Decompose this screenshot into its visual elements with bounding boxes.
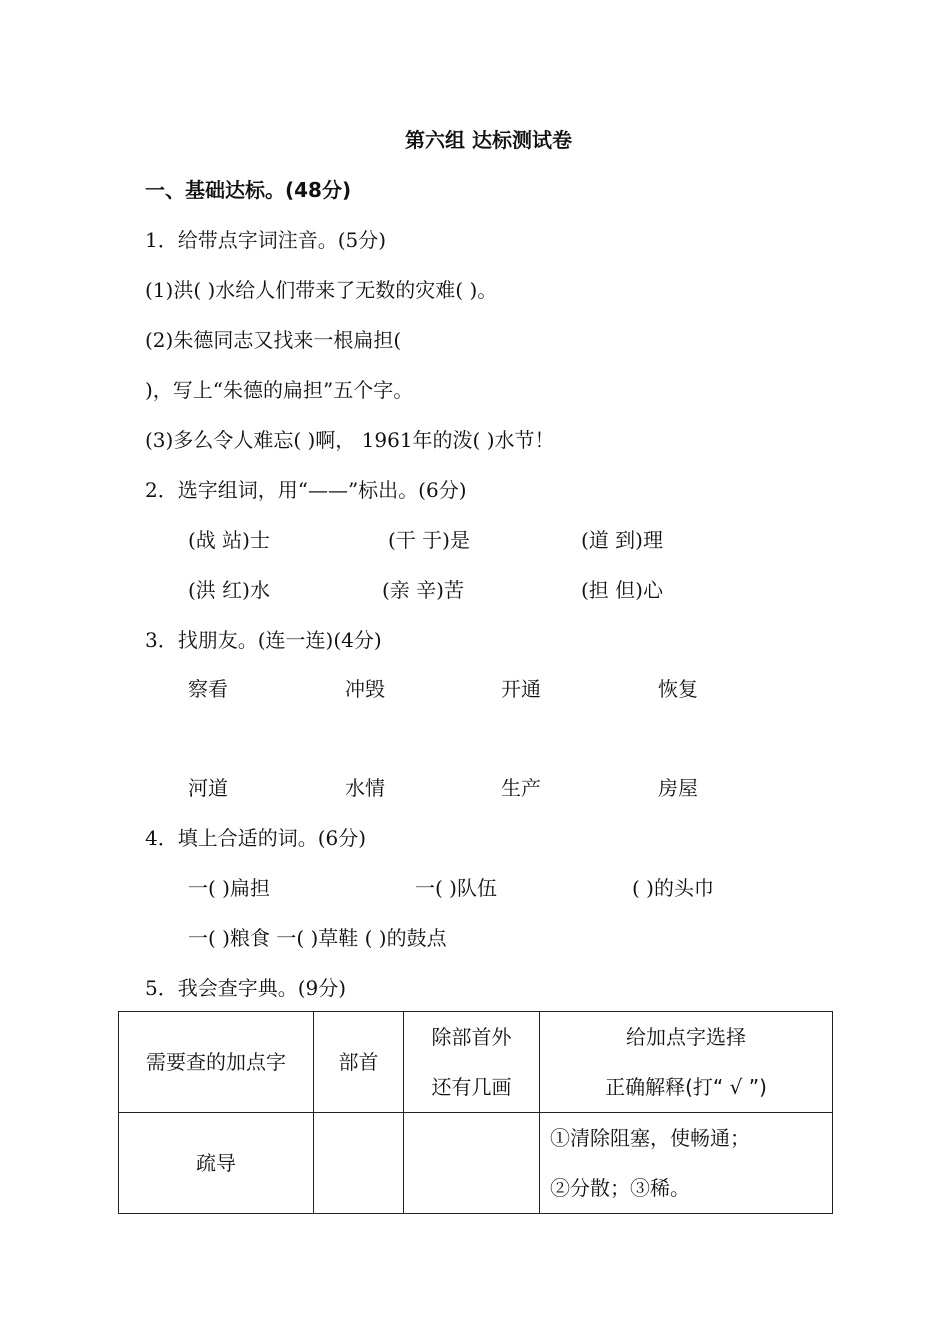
q4-blank: ( )的头巾: [632, 876, 714, 900]
q3-heading: 3．找朋友。(连一连)(4分): [145, 628, 382, 652]
q2-choice: (亲 辛)苦: [382, 578, 464, 602]
header-strokes-line1: 除部首外: [431, 1025, 512, 1049]
q3-word-bottom: 水情: [345, 776, 385, 800]
q2-choice: (担 但)心: [581, 578, 663, 602]
q3-word-top: 冲毁: [345, 677, 385, 701]
q2-choice: (战 站)士: [188, 528, 270, 552]
q4-heading: 4．填上合适的词。(6分): [145, 826, 367, 850]
header-strokes: [404, 1012, 540, 1113]
q1-line-4: (3)多么令人难忘( )啊， 1961年的泼( )水节！: [145, 428, 555, 452]
header-character: [119, 1012, 314, 1113]
q2-choice: (道 到)理: [581, 528, 663, 552]
dictionary-table: [118, 1011, 833, 1214]
q3-word-top: 开通: [501, 677, 541, 701]
q3-word-bottom: 生产: [501, 776, 541, 800]
q3-word-top: 恢复: [658, 677, 698, 701]
q5-heading: 5．我会查字典。(9分): [145, 976, 347, 1000]
meaning-option-line2: ②分散；③稀。: [550, 1176, 690, 1200]
q4-blank: 一( )粮食 一( )草鞋 ( )的鼓点: [188, 926, 447, 950]
cell-meaning-options[interactable]: [540, 1113, 833, 1214]
q1-line-3: )，写上“朱德的扁担”五个字。: [145, 378, 414, 402]
q1-line-2: (2)朱德同志又找来一根扁担(: [145, 328, 402, 352]
q3-word-top: 察看: [188, 677, 228, 701]
q2-heading: 2．选字组词，用“——”标出。(6分): [145, 478, 467, 502]
header-strokes-line2: 还有几画: [431, 1075, 512, 1099]
q3-word-bottom: 河道: [188, 776, 228, 800]
q4-blank: 一( )队伍: [415, 876, 497, 900]
header-radical-label: 部首: [338, 1050, 379, 1074]
section-heading-basic: 一、基础达标。(48分): [145, 178, 352, 202]
header-meaning: [540, 1012, 833, 1113]
word-text: 疏导: [196, 1151, 236, 1175]
meaning-option-line1: ①清除阻塞，使畅通；: [550, 1126, 750, 1150]
cell-strokes-answer[interactable]: [404, 1113, 540, 1214]
q2-choice: (洪 红)水: [188, 578, 270, 602]
q1-line-1: (1)洪( )水给人们带来了无数的灾难( )。: [145, 278, 498, 302]
header-radical: [314, 1012, 404, 1113]
header-meaning-line1: 给加点字选择: [626, 1025, 746, 1049]
header-meaning-line2: 正确解释(打“ √ ”): [605, 1075, 767, 1099]
page-title: 第六组 达标测试卷: [405, 128, 572, 152]
q3-word-bottom: 房屋: [658, 776, 698, 800]
header-character-label: 需要查的加点字: [146, 1050, 286, 1074]
q4-blank: 一( )扁担: [188, 876, 270, 900]
q1-heading: 1．给带点字词注音。(5分): [145, 228, 387, 252]
q2-choice: (干 于)是: [388, 528, 470, 552]
cell-radical-answer[interactable]: [314, 1113, 404, 1214]
cell-word: [119, 1113, 314, 1214]
